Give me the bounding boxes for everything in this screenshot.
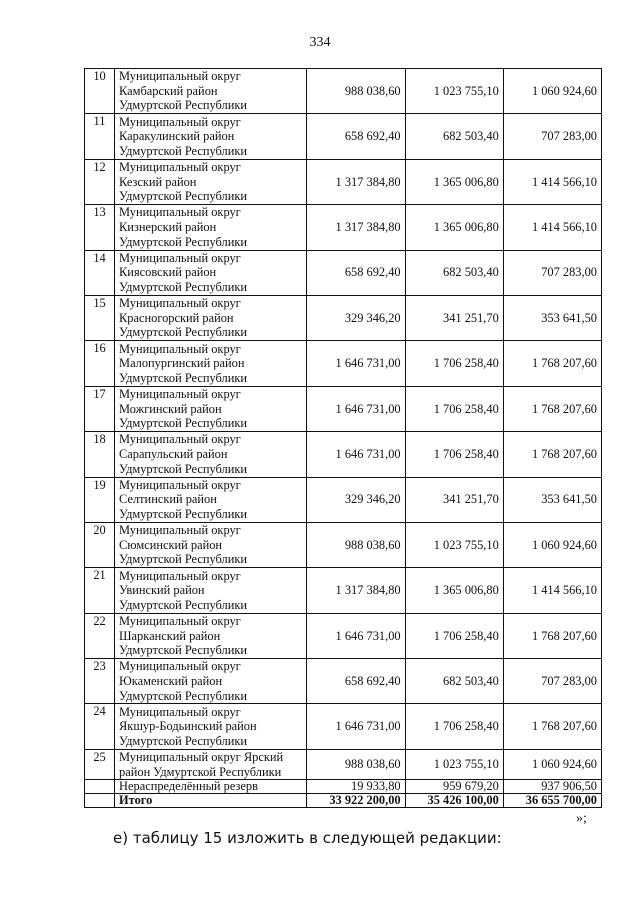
- table-body: [85, 69, 602, 808]
- table-row: [85, 386, 602, 431]
- municipality-name: Муниципальный округ Камбарский район Удмуртской Республики: [115, 69, 307, 114]
- value-year-1: 1 646 731,00: [307, 341, 405, 386]
- row-number: 23: [85, 659, 115, 704]
- value-year-1: 658 692,40: [307, 250, 405, 295]
- value-year-1: 988 038,60: [307, 522, 405, 567]
- value-year-3: 1 768 207,60: [503, 341, 601, 386]
- table-row: [85, 522, 602, 567]
- value-year-1: 1 317 384,80: [307, 568, 405, 613]
- table-row: [85, 704, 602, 749]
- table-row: [85, 205, 602, 250]
- value-year-2: 682 503,40: [405, 250, 503, 295]
- value-year-2: 1 365 006,80: [405, 568, 503, 613]
- value-year-2: 341 251,70: [405, 295, 503, 340]
- value-year-3: 1 060 924,60: [503, 69, 601, 114]
- municipality-name: Муниципальный округ Киясовский район Удмуртской Республики: [115, 250, 307, 295]
- row-number: 17: [85, 386, 115, 431]
- value-year-2: 1 365 006,80: [405, 159, 503, 204]
- value-year-1: 1 646 731,00: [307, 386, 405, 431]
- municipality-name: Муниципальный округ Сарапульский район Удмуртской Республики: [115, 432, 307, 477]
- value-year-2: 1 706 258,40: [405, 432, 503, 477]
- value-year-2: 1 706 258,40: [405, 386, 503, 431]
- row-number: 10: [85, 69, 115, 114]
- value-year-2: 682 503,40: [405, 114, 503, 159]
- reserve-value-2: 959 679,20: [405, 780, 503, 794]
- value-year-1: 1 317 384,80: [307, 205, 405, 250]
- row-number: 21: [85, 568, 115, 613]
- reserve-row: [85, 780, 602, 794]
- row-number: 20: [85, 522, 115, 567]
- reserve-value-3: 937 906,50: [503, 780, 601, 794]
- instruction-text: е) таблицу 15 изложить в следующей редакции:: [113, 829, 502, 847]
- value-year-1: 658 692,40: [307, 114, 405, 159]
- value-year-2: 1 023 755,10: [405, 69, 503, 114]
- total-value-1: 33 922 200,00: [307, 794, 405, 808]
- value-year-3: 707 283,00: [503, 114, 601, 159]
- total-label: Итого: [115, 794, 307, 808]
- table-row: [85, 69, 602, 114]
- row-number: 12: [85, 159, 115, 204]
- value-year-2: 1 023 755,10: [405, 522, 503, 567]
- table-row: [85, 432, 602, 477]
- value-year-3: 1 768 207,60: [503, 613, 601, 658]
- value-year-1: 1 646 731,00: [307, 613, 405, 658]
- table-row: [85, 568, 602, 613]
- value-year-3: 1 414 566,10: [503, 568, 601, 613]
- row-number: 24: [85, 704, 115, 749]
- value-year-1: 1 646 731,00: [307, 432, 405, 477]
- municipality-name: Муниципальный округ Селтинский район Удмуртской Республики: [115, 477, 307, 522]
- value-year-2: 341 251,70: [405, 477, 503, 522]
- municipality-name: Муниципальный округ Каракулинский район Удмуртской Республики: [115, 114, 307, 159]
- total-value-3: 36 655 700,00: [503, 794, 601, 808]
- municipality-name: Муниципальный округ Красногорский район Удмуртской Республики: [115, 295, 307, 340]
- value-year-2: 1 365 006,80: [405, 205, 503, 250]
- table-row: [85, 159, 602, 204]
- value-year-2: 1 706 258,40: [405, 613, 503, 658]
- value-year-2: 682 503,40: [405, 659, 503, 704]
- table-row: [85, 114, 602, 159]
- row-number: 13: [85, 205, 115, 250]
- municipality-name: Муниципальный округ Кизнерский район Удмуртской Республики: [115, 205, 307, 250]
- value-year-3: 1 414 566,10: [503, 205, 601, 250]
- value-year-3: 1 768 207,60: [503, 386, 601, 431]
- value-year-3: 353 641,50: [503, 477, 601, 522]
- total-row: [85, 794, 602, 808]
- table-row: [85, 659, 602, 704]
- value-year-3: 707 283,00: [503, 250, 601, 295]
- value-year-1: 658 692,40: [307, 659, 405, 704]
- value-year-1: 329 346,20: [307, 477, 405, 522]
- total-value-2: 35 426 100,00: [405, 794, 503, 808]
- table-row: [85, 477, 602, 522]
- value-year-1: 988 038,60: [307, 69, 405, 114]
- municipality-name: Муниципальный округ Якшур-Бодьинский район Удмуртской Республики: [115, 704, 307, 749]
- value-year-3: 1 768 207,60: [503, 704, 601, 749]
- table-row: [85, 749, 602, 780]
- row-number: 16: [85, 341, 115, 386]
- municipality-name: Муниципальный округ Сюмсинский район Удмуртской Республики: [115, 522, 307, 567]
- table-row: [85, 295, 602, 340]
- value-year-1: 1 317 384,80: [307, 159, 405, 204]
- value-year-3: 353 641,50: [503, 295, 601, 340]
- value-year-3: 1 060 924,60: [503, 522, 601, 567]
- allocation-table: [84, 68, 602, 808]
- row-number: 22: [85, 613, 115, 658]
- value-year-1: 1 646 731,00: [307, 704, 405, 749]
- value-year-2: 1 706 258,40: [405, 341, 503, 386]
- reserve-label: Нераспределённый резерв: [115, 780, 307, 794]
- table-row: [85, 341, 602, 386]
- total-num-cell: [85, 794, 115, 808]
- table-row: [85, 613, 602, 658]
- reserve-num-cell: [85, 780, 115, 794]
- municipality-name: Муниципальный округ Кезский район Удмуртской Республики: [115, 159, 307, 204]
- municipality-name: Муниципальный округ Можгинский район Удмуртской Республики: [115, 386, 307, 431]
- closing-quote: »;: [576, 811, 587, 826]
- row-number: 25: [85, 749, 115, 780]
- row-number: 19: [85, 477, 115, 522]
- value-year-1: 329 346,20: [307, 295, 405, 340]
- page-number: 334: [309, 35, 331, 50]
- municipality-name: Муниципальный округ Юкаменский район Удмуртской Республики: [115, 659, 307, 704]
- value-year-2: 1 706 258,40: [405, 704, 503, 749]
- municipality-name: Муниципальный округ Ярский район Удмуртской Республики: [115, 749, 307, 780]
- value-year-3: 707 283,00: [503, 659, 601, 704]
- value-year-3: 1 414 566,10: [503, 159, 601, 204]
- value-year-1: 988 038,60: [307, 749, 405, 780]
- table-row: [85, 250, 602, 295]
- municipality-name: Муниципальный округ Шарканский район Удмуртской Республики: [115, 613, 307, 658]
- municipality-name: Муниципальный округ Увинский район Удмуртской Республики: [115, 568, 307, 613]
- row-number: 15: [85, 295, 115, 340]
- value-year-2: 1 023 755,10: [405, 749, 503, 780]
- row-number: 11: [85, 114, 115, 159]
- value-year-3: 1 768 207,60: [503, 432, 601, 477]
- reserve-value-1: 19 933,80: [307, 780, 405, 794]
- value-year-3: 1 060 924,60: [503, 749, 601, 780]
- row-number: 18: [85, 432, 115, 477]
- row-number: 14: [85, 250, 115, 295]
- municipality-name: Муниципальный округ Малопургинский район Удмуртской Республики: [115, 341, 307, 386]
